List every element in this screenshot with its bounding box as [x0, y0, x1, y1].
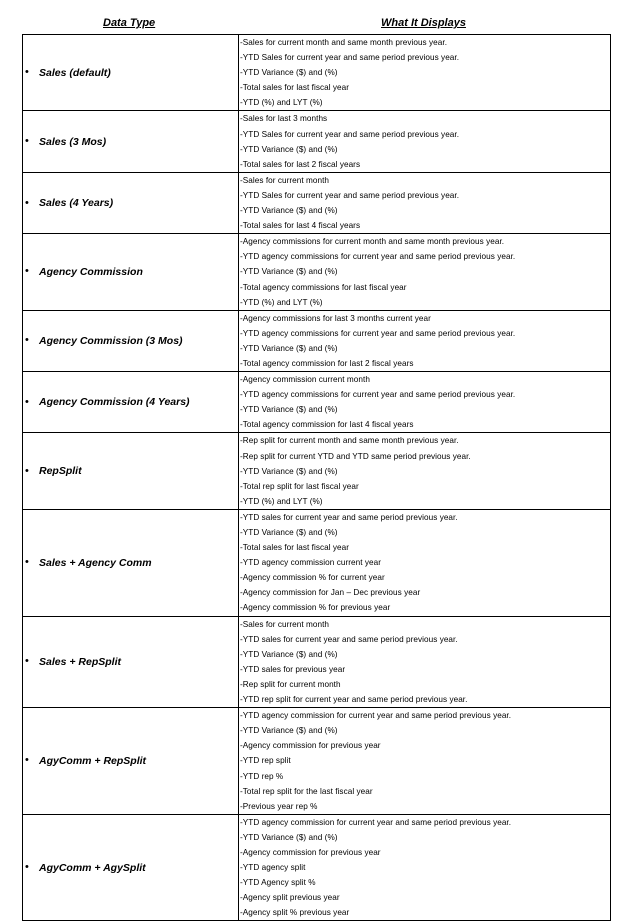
description-cell [239, 509, 611, 616]
data-type-label: Sales + RepSplit [39, 655, 121, 668]
description-line: -YTD agency commissions for current year and same period previous year. [240, 390, 516, 400]
description-line: -YTD Variance ($) and (%) [240, 68, 338, 78]
description-line: -YTD sales for current year and same period previous year. [240, 634, 458, 644]
description-cell [239, 310, 611, 371]
description-line: -Total sales for last 4 fiscal years [240, 221, 361, 231]
description-line: -YTD (%) and LYT (%) [240, 297, 323, 307]
description-line: -Rep split for current month [240, 679, 341, 689]
description-line: -Sales for current month [240, 619, 330, 629]
description-line: -YTD agency commission current year [240, 558, 381, 568]
data-type-label: Agency Commission (4 Years) [39, 396, 190, 409]
data-type-label: Agency Commission [39, 265, 143, 278]
description-line: -YTD Agency split % [240, 878, 316, 888]
data-type-label: Sales (3 Mos) [39, 135, 107, 148]
data-type-table [22, 34, 611, 921]
table-row [23, 111, 611, 172]
data-type-cell [23, 234, 239, 310]
description-line: -YTD (%) and LYT (%) [240, 496, 323, 506]
description-line: -YTD rep % [240, 771, 284, 781]
data-type-cell [23, 433, 239, 509]
data-type-label: Sales + Agency Comm [39, 556, 152, 569]
description-line: -YTD Variance ($) and (%) [240, 466, 338, 476]
description-line: -Total rep split for the last fiscal year [240, 786, 373, 796]
data-type-cell [23, 372, 239, 433]
table-header-row [0, 17, 625, 33]
data-type-cell [23, 708, 239, 815]
description-line: -YTD sales for current year and same period previous year. [240, 512, 458, 522]
description-line: -Agency commissions for current month and same month previous year. [240, 237, 505, 247]
description-line: -Agency commission for previous year [240, 741, 381, 751]
table-row [23, 708, 611, 815]
data-type-cell [23, 172, 239, 233]
description-line: -YTD rep split [240, 756, 291, 766]
data-type-label: AgyComm + RepSplit [39, 754, 147, 767]
description-cell [239, 111, 611, 172]
description-line: -Previous year rep % [240, 801, 318, 811]
description-cell [239, 616, 611, 708]
description-line: -Agency split previous year [240, 893, 340, 903]
description-line: -YTD sales for previous year [240, 664, 346, 674]
bullet-icon: • [25, 655, 29, 668]
bullet-icon: • [25, 754, 29, 767]
description-line: -Agency split % previous year [240, 908, 350, 918]
description-line: -Total agency commissions for last fiscal year [240, 282, 407, 292]
description-line: -Agency commission for Jan – Dec previous year [240, 588, 421, 598]
description-line: -YTD Variance ($) and (%) [240, 528, 338, 537]
what-it-displays-header: What It Displays [381, 17, 466, 29]
data-type-label: Agency Commission (3 Mos) [39, 334, 183, 347]
description-line: -YTD Variance ($) and (%) [240, 832, 338, 842]
description-line: -YTD (%) and LYT (%) [240, 98, 323, 108]
description-line: -Total rep split for last fiscal year [240, 481, 359, 491]
bullet-icon: • [25, 861, 29, 874]
bullet-icon: • [25, 66, 29, 79]
description-line: -YTD Variance ($) and (%) [240, 405, 338, 415]
data-type-cell [23, 35, 239, 111]
description-line: -YTD Variance ($) and (%) [240, 206, 338, 216]
description-line: -YTD Variance ($) and (%) [240, 726, 338, 736]
description-line: -YTD Variance ($) and (%) [240, 343, 338, 353]
description-line: -YTD Sales for current year and same period previous year. [240, 190, 460, 200]
description-line: -Rep split for current month and same month previous year. [240, 436, 459, 446]
description-cell [239, 35, 611, 111]
description-line: -Total agency commission for last 4 fiscal years [240, 420, 414, 430]
description-line: -Total sales for last fiscal year [240, 83, 350, 93]
description-line: -Agency commission for previous year [240, 847, 381, 857]
data-type-label: Sales (4 Years) [39, 197, 114, 210]
description-line: -Agency commission % for current year [240, 573, 385, 583]
data-type-cell [23, 814, 239, 921]
description-line: -YTD Variance ($) and (%) [240, 649, 338, 659]
description-line: -Sales for current month and same month previous year. [240, 38, 448, 47]
description-line: -Agency commission % for previous year [240, 603, 391, 613]
description-line: -YTD Variance ($) and (%) [240, 144, 338, 154]
table-body [23, 35, 611, 921]
description-line: -Total sales for last 2 fiscal years [240, 159, 361, 169]
description-cell [239, 814, 611, 921]
data-type-cell [23, 111, 239, 172]
table-row [23, 310, 611, 371]
table-row [23, 372, 611, 433]
description-line: -YTD Sales for current year and same period previous year. [240, 53, 460, 63]
data-type-cell [23, 509, 239, 616]
data-type-label: RepSplit [39, 465, 82, 478]
bullet-icon: • [25, 334, 29, 347]
table-row [23, 234, 611, 310]
description-line: -Agency commission current month [240, 375, 370, 385]
description-line: -YTD agency commissions for current year and same period previous year. [240, 328, 516, 338]
bullet-icon: • [25, 464, 29, 477]
description-line: -YTD agency split [240, 863, 306, 873]
description-line: -YTD agency commissions for current year and same period previous year. [240, 252, 516, 262]
bullet-icon: • [25, 135, 29, 148]
description-line: -Total agency commission for last 2 fiscal years [240, 358, 414, 368]
description-line: -Sales for last 3 months [240, 114, 328, 124]
table-row [23, 814, 611, 921]
data-type-header: Data Type [103, 17, 156, 29]
table-row [23, 35, 611, 111]
data-type-label: Sales (default) [39, 66, 111, 79]
description-cell [239, 372, 611, 433]
table-row [23, 433, 611, 509]
bullet-icon: • [25, 395, 29, 408]
description-line: -YTD agency commission for current year and same period previous year. [240, 711, 512, 721]
description-cell [239, 708, 611, 815]
data-type-label: AgyComm + AgySplit [39, 861, 146, 874]
description-line: -Sales for current month [240, 175, 330, 185]
description-line: -YTD Variance ($) and (%) [240, 267, 338, 277]
data-type-cell [23, 616, 239, 708]
table-row [23, 509, 611, 616]
description-line: -Rep split for current YTD and YTD same period previous year. [240, 451, 471, 461]
description-line: -YTD agency commission for current year and same period previous year. [240, 817, 512, 827]
bullet-icon: • [25, 196, 29, 209]
bullet-icon: • [25, 265, 29, 278]
description-line: -Total sales for last fiscal year [240, 543, 350, 553]
bullet-icon: • [25, 556, 29, 569]
description-line: -YTD rep split for current year and same period previous year. [240, 695, 468, 705]
description-line: -YTD Sales for current year and same period previous year. [240, 129, 460, 139]
description-cell [239, 172, 611, 233]
table-row [23, 172, 611, 233]
description-line: -Agency commissions for last 3 months current year [240, 313, 431, 323]
table-row [23, 616, 611, 708]
data-type-cell [23, 310, 239, 371]
description-cell [239, 234, 611, 310]
description-cell [239, 433, 611, 509]
